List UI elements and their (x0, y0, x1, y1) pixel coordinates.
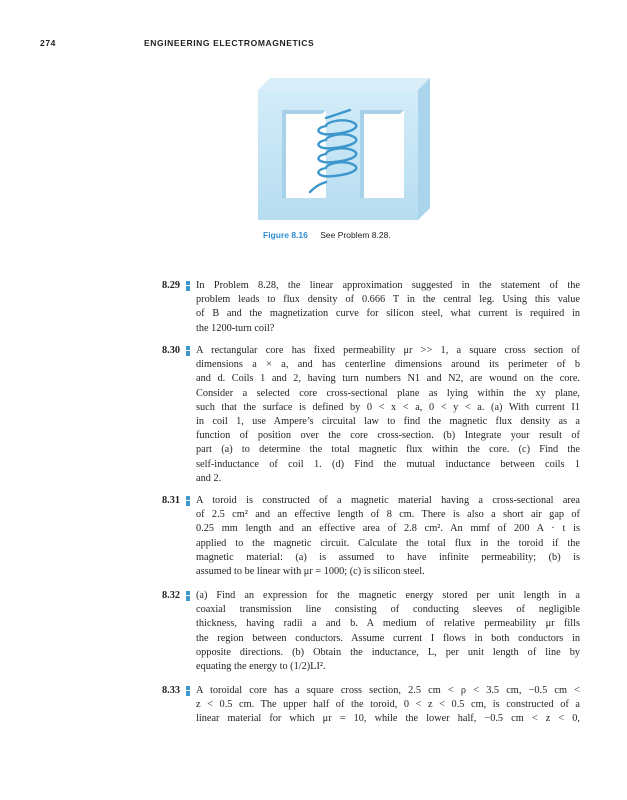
core-top-face (258, 78, 430, 90)
problem-line: such that the surface is defined by 0 < x < a, 0 < y < a. (a) With current I1 (196, 401, 580, 413)
figure-caption (263, 230, 391, 240)
problem-text (196, 279, 580, 336)
problem-8-31 (162, 494, 580, 579)
problem-number: 8.33 (162, 685, 181, 696)
core-right-window (360, 110, 404, 198)
core-right-face (418, 78, 430, 220)
problem-number: 8.32 (162, 590, 181, 601)
problem-line: the 1200-turn coil? (196, 322, 275, 334)
problem-line: applied to the magnetic circuit. Calculate the total flux in the toroid if the (196, 537, 580, 549)
problem-marker-icon (186, 346, 190, 356)
problem-line: coaxial transmission line consisting of conducting sleeves of negligible (196, 604, 580, 616)
problem-line: dimensions a × a, and has centerline dimensions around its perimeter of b (196, 359, 580, 371)
problem-marker-icon (186, 686, 190, 696)
problem-line: thickness, having radii a and b. A medium of relative permeability μr fills (196, 618, 580, 630)
problem-line: self-inductance of coil 1. (d) Find the mutual inductance between coils 1 (196, 458, 580, 470)
problem-line: and 2. (196, 472, 222, 484)
problem-marker-icon (186, 281, 190, 291)
problem-line: In Problem 8.28, the linear approximation suggested in the statement of the (196, 280, 580, 291)
problem-line: z < 0.5 cm. The upper half of the toroid, 0 < z < 0.5 cm, is constructed of a (196, 699, 580, 711)
problem-line: magnetic material: (a) is assumed to have infinite permeability; (b) is (196, 551, 580, 563)
problem-line: assumed to be linear with μr = 1000; (c) is silicon steel. (196, 566, 425, 578)
problem-line: in coil 1, use Ampere’s circuital law to find the magnetic flux density as a (196, 416, 580, 428)
figure-caption-text: See Problem 8.28. (320, 230, 391, 240)
problem-line: A rectangular core has fixed permeability μr >> 1, a square cross section of (196, 345, 580, 356)
running-head: ENGINEERING ELECTROMAGNETICS (144, 38, 315, 48)
problem-line: A toroid is constructed of a magnetic material having a cross-sectional area (196, 495, 580, 506)
problem-number: 8.30 (162, 345, 181, 356)
problem-line: function of position over the core cross-section. (b) Integrate your result of (196, 430, 580, 442)
running-header (40, 38, 587, 52)
problem-line: Consider a selected core cross-sectional plane as lying within the xy plane, (196, 387, 580, 399)
problem-line: (a) Find an expression for the magnetic energy stored per unit length in a (196, 590, 580, 601)
problem-text (196, 494, 580, 579)
problem-line: the region between conductors. Assume current I flows in both conductors in (196, 632, 580, 644)
problem-text (196, 684, 580, 727)
problem-line: A toroidal core has a square cross section, 2.5 cm < ρ < 3.5 cm, −0.5 cm < (196, 685, 580, 696)
page-number: 274 (40, 38, 56, 48)
figure-8-16-core-illustration (258, 78, 430, 220)
problem-line: problem leads to flux density of 0.666 T in the central leg. Using this value (196, 294, 580, 306)
problem-line: linear material for which μr = 10, while the lower half, −0.5 cm < z < 0, (196, 713, 580, 725)
problem-line: equating the energy to (1/2)LI². (196, 661, 326, 673)
problem-marker-icon (186, 591, 190, 601)
problem-number: 8.29 (162, 280, 181, 291)
problem-8-30 (162, 344, 580, 486)
problem-line: of B and the magnetization curve for silicon steel, what current is required in (196, 308, 580, 320)
problem-line: of 2.5 cm² and an effective length of 8 cm. There is also a short air gap of (196, 509, 580, 521)
problem-line: 0.25 mm length and an effective area of 2.8 cm². An mmf of 200 A · t is (196, 523, 580, 535)
figure-label: Figure 8.16 (263, 230, 308, 240)
problem-8-32 (162, 589, 580, 674)
problem-text (196, 589, 580, 674)
problem-line: part (a) to determine the total magnetic flux within the core. (c) Find the (196, 444, 580, 456)
problem-marker-icon (186, 496, 190, 506)
problem-text (196, 344, 580, 486)
problem-number: 8.31 (162, 495, 181, 506)
problem-line: opposite directions. (b) Obtain the inductance, L, per unit length of line by (196, 646, 580, 658)
problem-8-29 (162, 279, 580, 336)
problem-8-33 (162, 684, 580, 727)
problem-line: and d. Coils 1 and 2, having turn numbers N1 and N2, are wound on the core. (196, 373, 580, 385)
